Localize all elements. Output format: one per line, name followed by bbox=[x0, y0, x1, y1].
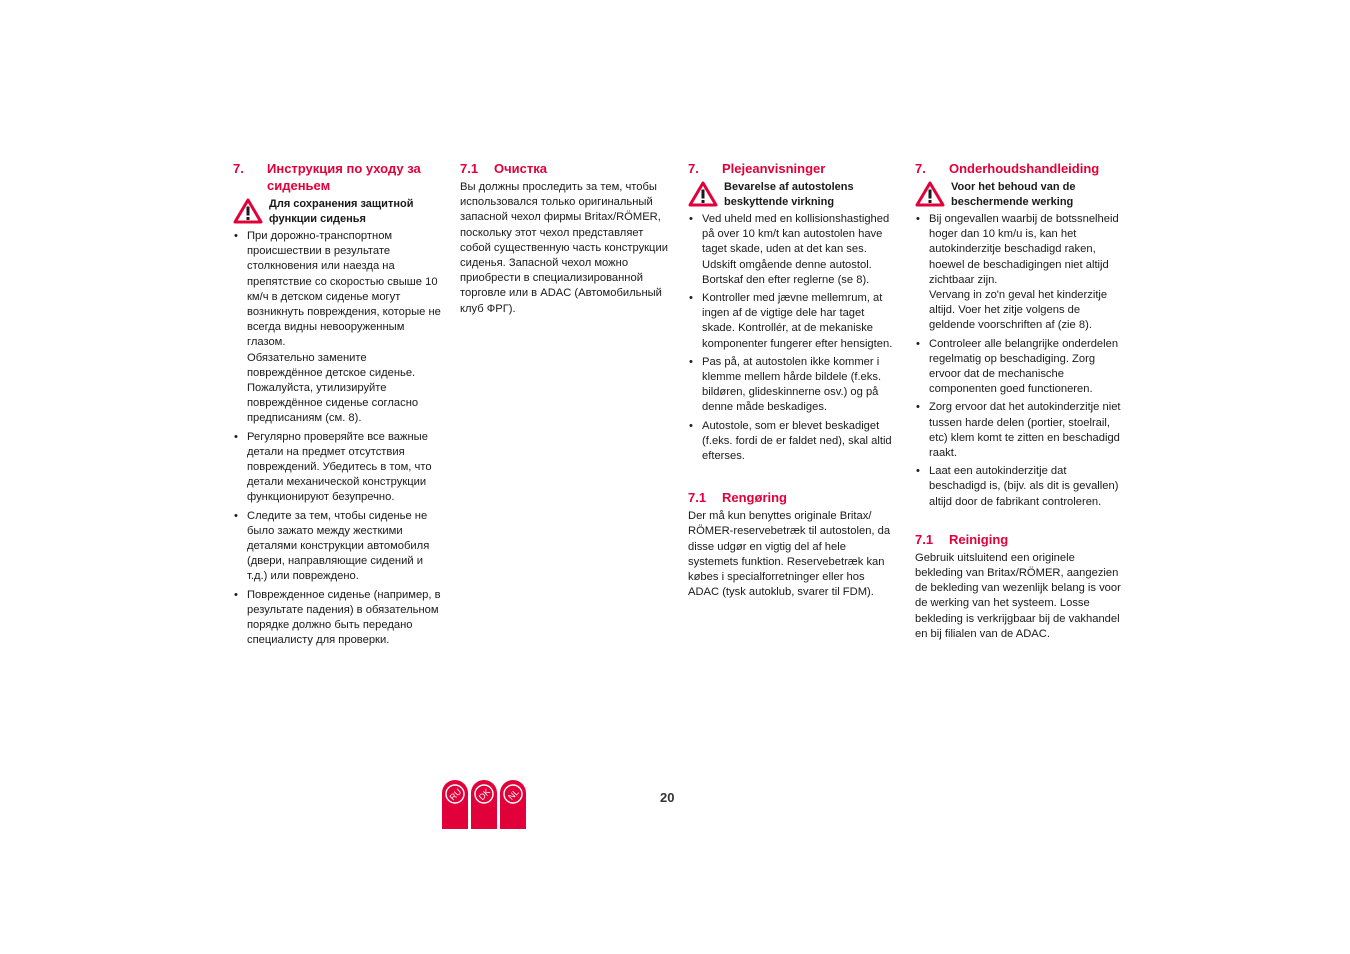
subsection-heading-ru bbox=[460, 160, 668, 177]
section-heading-nl bbox=[915, 160, 1123, 177]
list-item: • Pas på, at autostolen ikke kommer i klemme mellem hårde bildele (f.eks. bildøren, glideskinnerne osv.) og på denne måde beskadiges. bbox=[688, 355, 896, 416]
heading-text: Plejeanvisninger bbox=[722, 161, 826, 176]
warning-text: Для сохранения защитной функции сиденья bbox=[269, 198, 414, 225]
subheading-text: Очистка bbox=[494, 161, 547, 176]
heading-number: 7. bbox=[233, 161, 244, 176]
list-item: • Zorg ervoor dat het autokinderzitje niet tussen harde delen (portier, stoelrail, etc) klem komt te zitten en beschadigd raakt. bbox=[915, 400, 1123, 461]
list-item: • Следите за тем, чтобы сиденье не было зажато между жесткими деталями конструкции автомобиля (двери, направляющие сидений и т.д.) или повреждено. bbox=[233, 509, 441, 585]
warning-block-nl bbox=[915, 180, 1123, 210]
heading-number: 7. bbox=[688, 161, 699, 176]
subsection-heading-nl bbox=[915, 531, 1123, 548]
warning-text: Voor het behoud van de beschermende werking bbox=[951, 181, 1076, 208]
heading-text: Onderhoudshandleiding bbox=[949, 161, 1100, 176]
list-item: • Laat een autokinderzitje dat beschadigd is, (bijv. als dit is gevallen) altijd door de fabrikant controleren. bbox=[915, 464, 1123, 510]
list-item: • Autostole, som er blevet beskadiget (f.eks. fordi de er faldet ned), skal altid efterses. bbox=[688, 419, 896, 465]
list-item: • При дорожно-транспортном происшествии в результате столкновения или наезда на препятствие со скоростью свыше 10 км/ч в детском сиденье могут возникнуть повреждения, которые не всегда видны невооруженным глазом. Обязательно замените повреждённое детское сиденье. Пожалуйста, утилизируйте повреждённое сиденье согласно предписаниям (см. 8). bbox=[233, 229, 441, 427]
bullet-list-dk bbox=[688, 212, 896, 464]
language-tab-dk bbox=[471, 780, 497, 829]
heading-number: 7. bbox=[915, 161, 926, 176]
paragraph-dk-cleaning: Der må kun benyttes originale Britax/ RÖMER-reservebetræk til autostolen, da disse udgør en vigtig del af hele systemets funktion. Reservebetræk kan købes i specialforretninger eller hos ADAC (tysk autoklub, svarer til FDM). bbox=[688, 510, 891, 599]
list-item: • Ved uheld med en kollisionshastighed på over 10 km/t kan autostolen have taget skade, uden at det kan ses. Udskift omgående denne autostol. Bortskaf den efter reglerne (se 8). bbox=[688, 212, 896, 288]
paragraph-nl-cleaning: Gebruik uitsluitend een originele bekleding van Britax/RÖMER, aangezien de bekleding van wezenlijk belang is voor de werking van het systeem. Losse bekleding is verkrijgbaar bij de vakhandel en bij filialen van de ADAC. bbox=[915, 551, 1121, 640]
tab-label: NL bbox=[505, 786, 521, 802]
warning-triangle-icon bbox=[915, 181, 945, 207]
warning-block-dk bbox=[688, 180, 896, 210]
list-item: • Controleer alle belangrijke onderdelen regelmatig op beschadiging. Zorg ervoor dat de mechanische componenten goed functioneren. bbox=[915, 337, 1123, 398]
language-tabs bbox=[442, 780, 526, 829]
warning-triangle-icon bbox=[688, 181, 718, 207]
tab-label: DK bbox=[476, 786, 493, 803]
column-ru-care bbox=[233, 160, 441, 651]
section-heading-ru bbox=[233, 160, 441, 194]
subheading-text: Reiniging bbox=[949, 531, 1009, 547]
column-ru-cleaning bbox=[460, 160, 668, 317]
column-nl bbox=[915, 160, 1123, 642]
language-tab-nl bbox=[500, 780, 526, 829]
column-dk bbox=[688, 160, 896, 600]
bullet-list-nl bbox=[915, 212, 1123, 510]
page-number: 20 bbox=[660, 790, 675, 805]
bullet-list-ru bbox=[233, 229, 441, 648]
warning-text: Bevarelse af autostolens beskyttende virkning bbox=[724, 181, 854, 208]
warning-block-ru bbox=[233, 197, 441, 227]
list-item: • Bij ongevallen waarbij de botssnelheid hoger dan 10 km/u is, kan het autokinderzitje beschadigd raken, hoewel de beschadigingen niet altijd zichtbaar zijn. Vervang in zo'n geval het kinderzitje altijd. Voer het zitje volgens de geldende voorschriften af (zie 8). bbox=[915, 212, 1123, 334]
section-heading-dk bbox=[688, 160, 896, 177]
heading-text: Инструкция по уходу за сиденьем bbox=[267, 161, 421, 193]
list-item: • Поврежденное сиденье (например, в результате падения) в обязательном порядке должно быть передано специалисту для проверки. bbox=[233, 588, 441, 649]
subheading-number: 7.1 bbox=[915, 531, 934, 547]
warning-triangle-icon bbox=[233, 198, 263, 224]
list-item: • Регулярно проверяйте все важные детали на предмет отсутствия повреждений. Убедитесь в том, что детали механической конструкции функционируют безупречно. bbox=[233, 430, 441, 506]
tab-label: RU bbox=[447, 786, 464, 803]
subheading-number: 7.1 bbox=[688, 490, 707, 506]
subsection-heading-dk bbox=[688, 489, 896, 506]
subheading-number: 7.1 bbox=[460, 161, 479, 176]
paragraph-ru-cleaning: Вы должны проследить за тем, чтобы использовался только оригинальный запасной чехол фирмы Britax/RÖMER, поскольку этот чехол представляет собой существенную часть конструкции сиденья. Запасной чехол можно приобрести в специализированной торговле или в ADAC (Автомобильный клуб ФРГ). bbox=[460, 181, 668, 315]
subheading-text: Rengøring bbox=[722, 490, 787, 506]
list-item: • Kontroller med jævne mellemrum, at ingen af de vigtige dele har taget skade. Kontrollér, at de mekaniske komponenter fungerer efter hensigten. bbox=[688, 291, 896, 352]
language-tab-ru bbox=[442, 780, 468, 829]
